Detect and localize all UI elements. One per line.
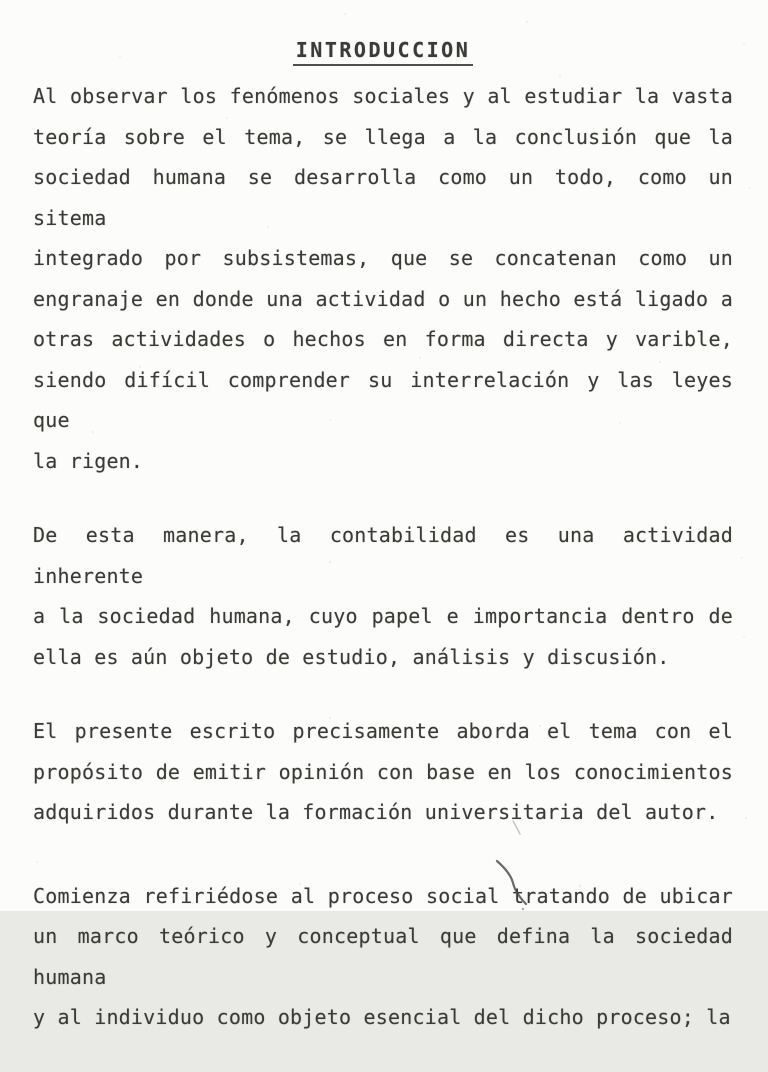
paragraph-3 [33, 711, 733, 833]
text-line: un marco teórico y conceptual que defina la sociedad humana [33, 924, 733, 989]
text-line: siendo difícil comprender su interrelación y las leyes que [33, 367, 733, 432]
text-line: propósito de emitir opinión con base en los conocimientos [33, 759, 733, 784]
text-line: teoría sobre el tema, se llega a la conclusión que la [33, 124, 733, 149]
document-content [33, 38, 733, 1072]
text-line: integrado por subsistemas, que se concatenan como un [33, 246, 733, 270]
text-line: ella es aún objeto de estudio, análisis y discusión. [33, 644, 670, 669]
text-line: Al observar los fenómenos sociales y al estudiar la vasta [33, 84, 733, 108]
text-line: sociedad humana se desarrolla como un todo, como un sitema [33, 165, 733, 230]
text-line: Comienza refiriédose al proceso social tratando de ubicar [33, 883, 733, 908]
text-line: y al individuo como objeto esencial del dicho proceso; la [33, 1005, 731, 1029]
paragraph-2 [33, 515, 733, 677]
text-line: otras actividades o hechos en forma directa y varible, [33, 327, 733, 351]
title-row [33, 38, 733, 62]
text-line: El presente escrito precisamente aborda el tema con el [33, 719, 733, 743]
text-line: De esta manera, la contabilidad es una actividad inherente [33, 523, 733, 588]
text-line: adquiridos durante la formación universitaria del autor. [33, 800, 719, 824]
document-title: INTRODUCCION [293, 38, 474, 66]
text-line: a la sociedad humana, cuyo papel e importancia dentro de [33, 604, 733, 628]
text-line: la rigen. [33, 448, 144, 473]
paragraph-4 [33, 876, 733, 1038]
paragraph-1 [33, 76, 733, 481]
text-line: engranaje en donde una actividad o un hecho está ligado a [33, 286, 733, 311]
